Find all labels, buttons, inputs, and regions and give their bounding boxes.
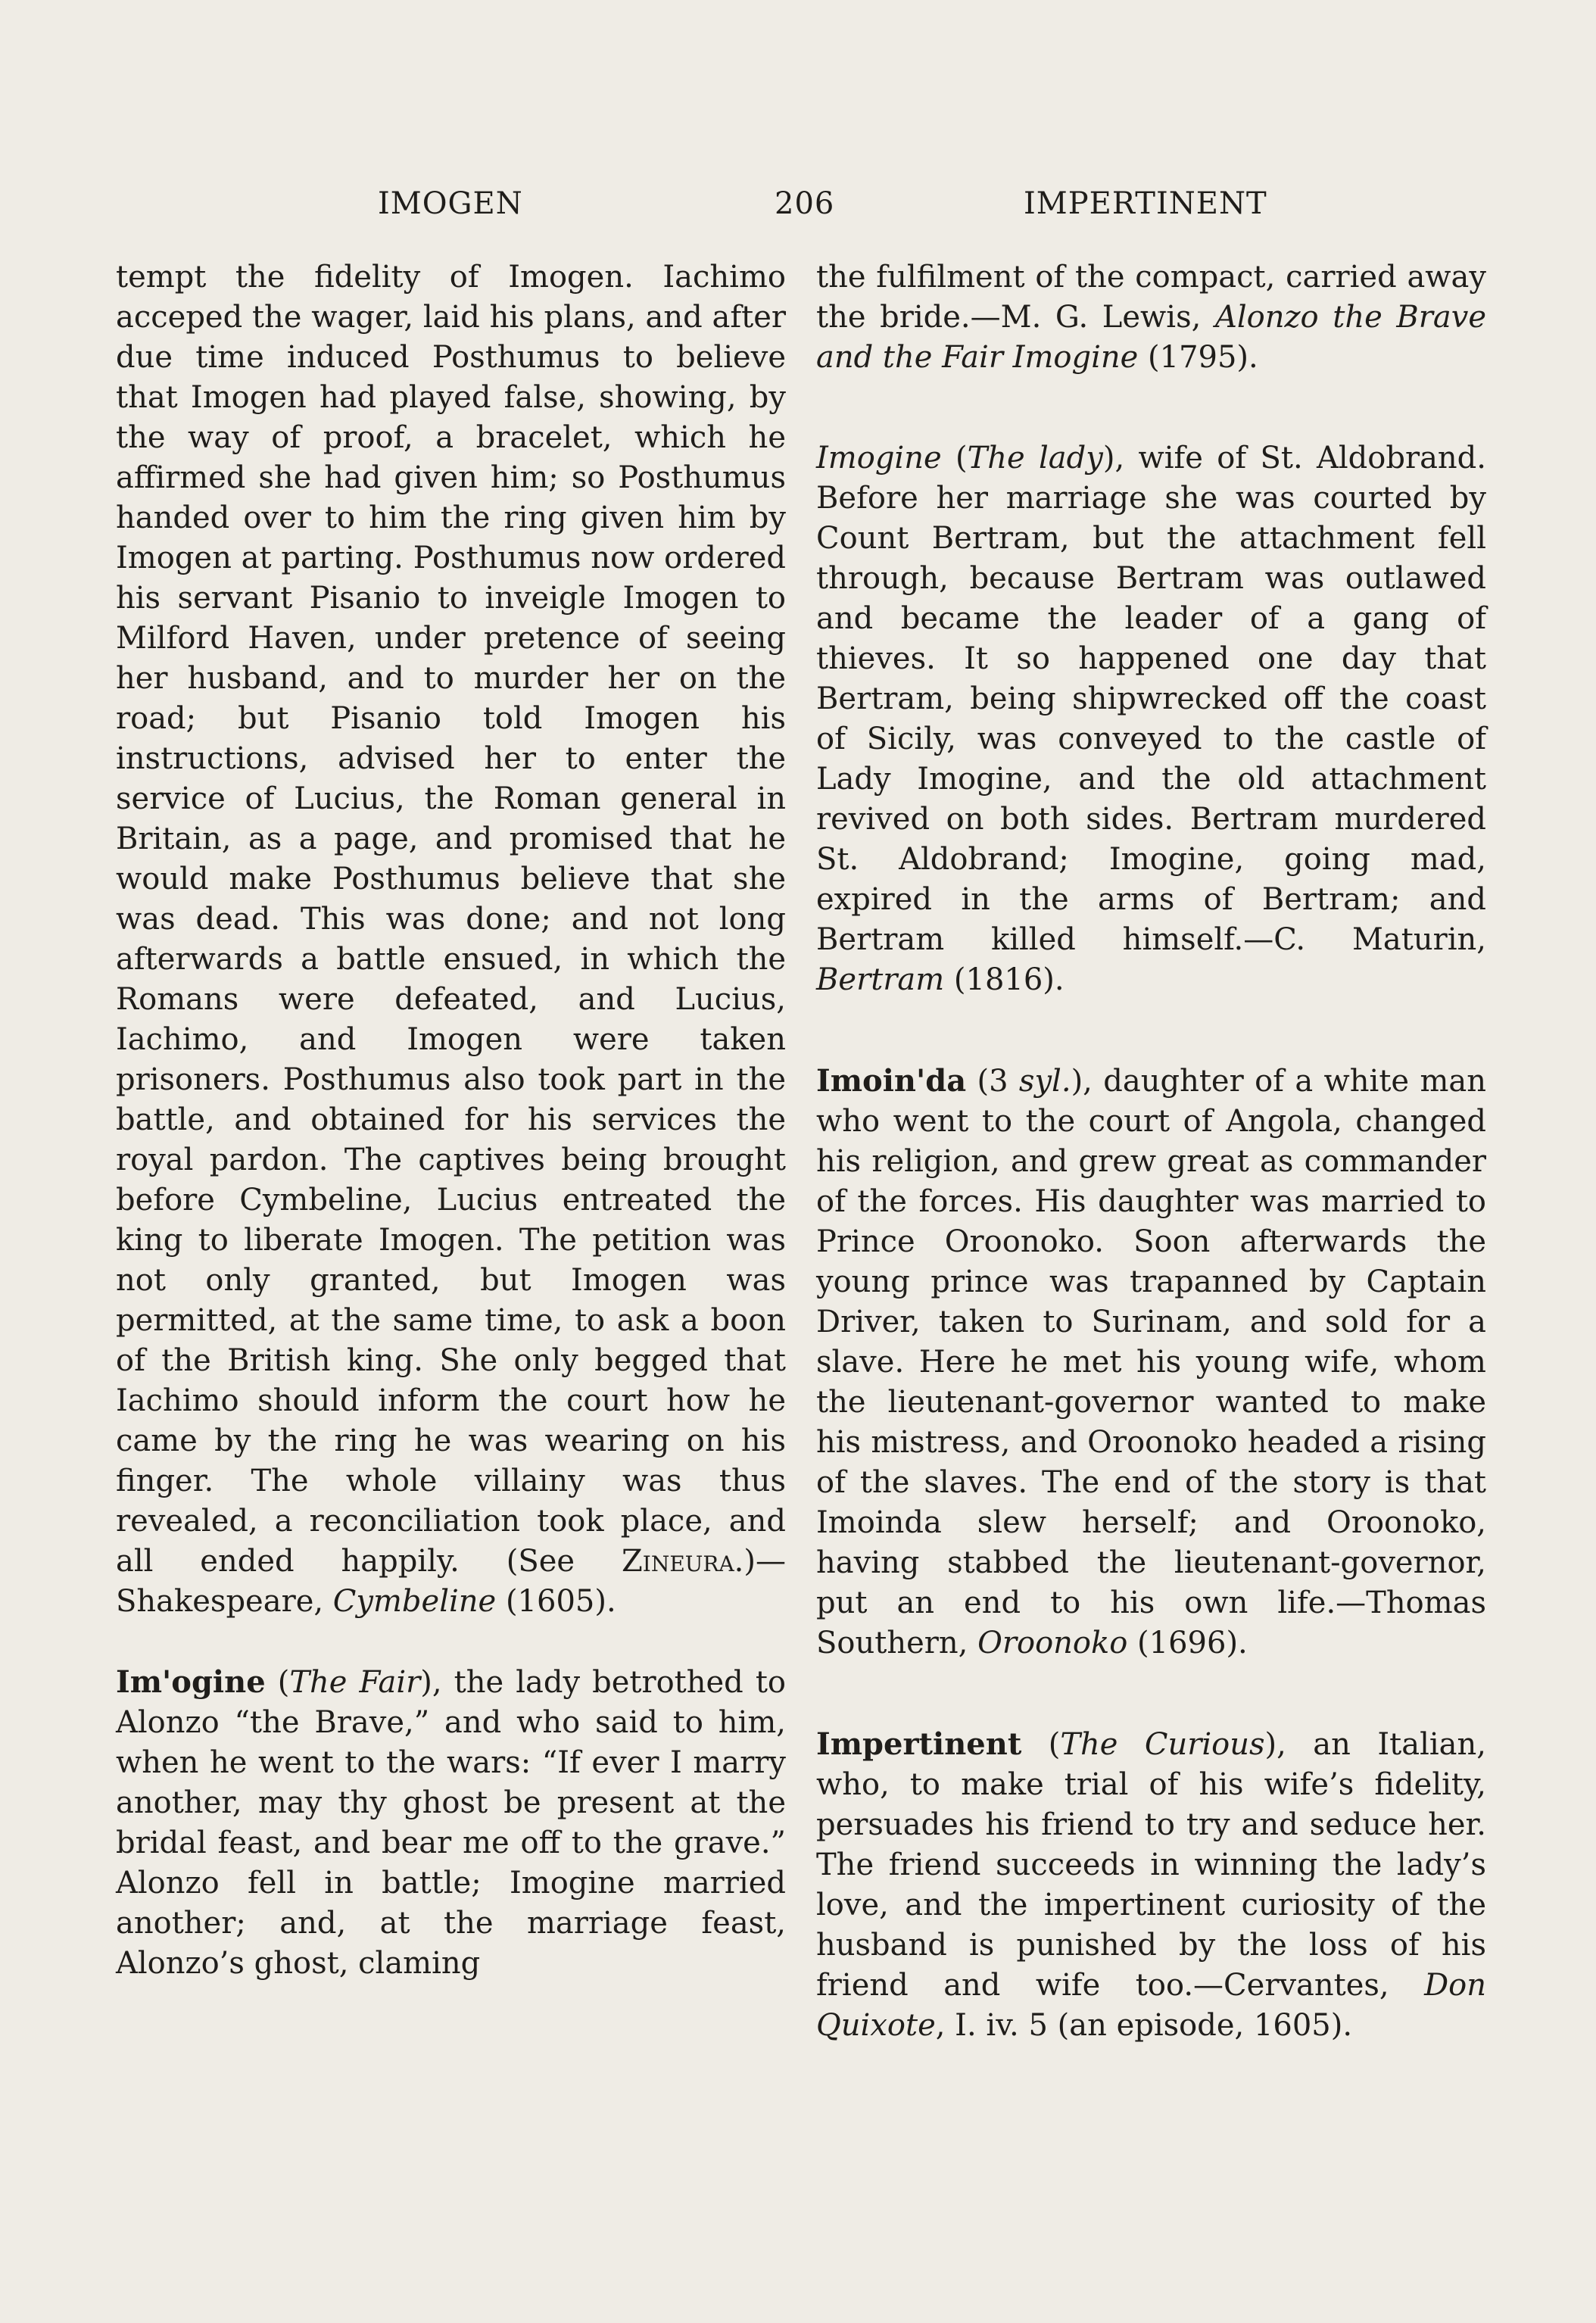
running-header — [0, 186, 1596, 232]
entry-imogine-the-fair-continuation: the fulfilment of the compact, carried away the bride.—M. G. Lewis, Alonzo the Brave and the Fair Imogine (1795). — [816, 260, 1486, 375]
work-title: Oroonoko — [977, 1626, 1128, 1660]
entry-imogine-the-lady: Imogine (The lady), wife of St. Aldobrand. Before her marriage she was courted by Count Bertram, but the attachment fell through, because Bertram was outlawed and became the leader of a gang of thieves. It so happened one day that Bertram, being shipwrecked off the coast of Sicily, was conveyed to the castle of Lady Imogine, and the old attachment revived on both sides. Bertram murdered St. Aldobrand; Imogine, going mad, expired in the arms of Bertram; and Bertram killed himself.—C. Maturin, Bertram (1816). — [816, 441, 1486, 997]
header-left-guideword: IMOGEN — [378, 186, 523, 221]
entry-impertinent: Impertinent (The Curious), an Italian, who, to make trial of his wife’s fidelity, persuades his friend to try and seduce her. The friend succeeds in winning the lady’s love, and the impertinent curiosity of the husband is punished by the loss of his friend and wife too.—Cervantes, Don Quixote, I. iv. 5 (an episode, 1605). — [816, 1726, 1486, 2043]
epithet: The lady — [967, 441, 1103, 476]
work-title: Bertram — [816, 962, 945, 997]
epithet: The Curious — [1060, 1727, 1265, 1762]
headword: Impertinent — [816, 1726, 1022, 1762]
epithet: The Fair — [289, 1665, 421, 1700]
work-title: Don Quixote — [816, 1968, 1486, 2043]
page-number: 206 — [775, 186, 835, 221]
work-title: Alonzo the Brave and the Fair Imogine — [816, 300, 1486, 375]
headword: Imogine — [816, 441, 942, 476]
entry-imoinda: Imoin'da (3 syl.), daughter of a white man who went to the court of Angola, changed his religion, and grew great as commander of the forces. His daughter was married to Prince Oroonoko. Soon afterwards the young prince was trapanned by Captain Driver, taken to Surinam, and sold for a slave. Here he met his young wife, whom the lieutenant-governor wanted to make his mistress, and Oroonoko headed a rising of the slaves. The end of the story is that Imoinda slew herself; and Oroonoko, having stabbed the lieutenant-governor, put an end to his own life.—Thomas Southern, Oroonoko (1696). — [816, 1063, 1486, 1660]
entry-imogen-continuation: tempt the fidelity of Imogen. Iachimo acceped the wager, laid his plans, and after due time induced Posthumus to believe that Imogen had played false, showing, by the way of proof, a bracelet, which he affirmed she had given him; so Posthumus handed over to him the ring given him by Imogen at parting. Posthumus now ordered his servant Pisanio to inveigle Imogen to Milford Haven, under pretence of seeing her husband, and to murder her on the road; but Pisanio told Imogen his instructions, advised her to enter the service of Lucius, the Roman general in Britain, as a page, and promised that he would make Posthumus believe that she was dead. This was done; and not long afterwards a battle ensued, in which the Romans were defeated, and Lucius, Iachimo, and Imogen were taken prisoners. Posthumus also took part in the battle, and obtained for his services the royal pardon. The captives being brought before Cymbeline, Lucius entreated the king to liberate Imogen. The petition was not only granted, but Imogen was permitted, at the same time, to ask a boon of the British king. She only begged that Iachimo should inform the court how he came by the ring he was wearing on his finger. The whole villainy was thus revealed, a reconciliation took place, and all ended happily. (See Zineura.)—Shakespeare, Cymbeline (1605). — [116, 260, 786, 1619]
entry-imogine-the-fair: Im'ogine (The Fair), the lady betrothed to Alonzo “the Brave,” and who said to him, when he went to the wars: “If ever I marry another, may thy ghost be present at the bridal feast, and bear me off to the grave.” Alonzo fell in battle; Imogine married another; and, at the marriage feast, Alonzo’s ghost, claming — [116, 1664, 786, 1981]
cross-reference: Zineura — [621, 1544, 734, 1579]
work-title: Cymbeline — [332, 1584, 497, 1619]
syllable-note: syl. — [1018, 1064, 1071, 1099]
headword: Imoin'da — [816, 1063, 967, 1099]
header-right-guideword: IMPERTINENT — [1024, 186, 1267, 221]
right-column — [816, 257, 1486, 2046]
headword: Im'ogine — [116, 1664, 266, 1700]
left-column — [116, 257, 786, 1984]
